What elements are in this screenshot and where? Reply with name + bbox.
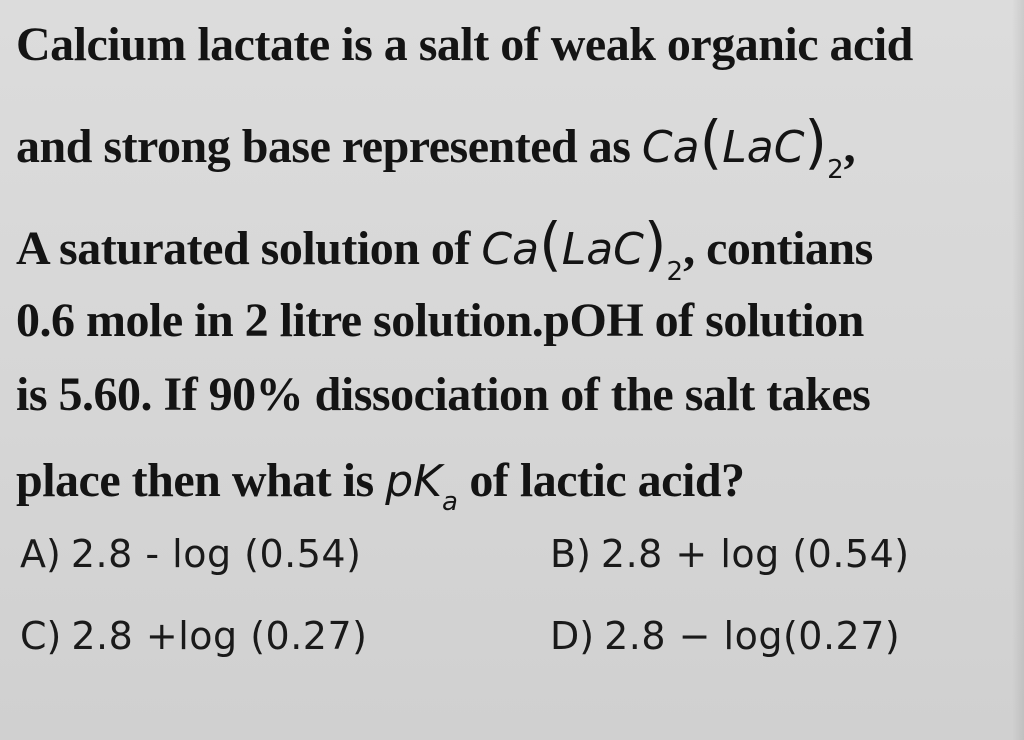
option-d[interactable] (550, 614, 900, 658)
formula-pka-subscript: a (441, 487, 458, 517)
option-c[interactable] (20, 614, 367, 658)
formula-ca-2: Ca (481, 224, 540, 275)
question-line-3-tail: , contians (683, 222, 873, 275)
option-b-text: 2.8 + log (0.54) (600, 532, 910, 576)
option-a-text: 2.8 - log (0.54) (70, 532, 362, 576)
right-paren: ) (804, 108, 828, 176)
question-line-2 (16, 104, 1006, 212)
formula-subscript-2: 2 (666, 257, 684, 287)
question-line-6 (16, 446, 1006, 524)
option-c-text: 2.8 +log (0.27) (71, 614, 368, 658)
question-line-2-tail: , (843, 120, 856, 173)
right-paren-2: ) (643, 210, 667, 278)
formula-subscript: 2 (827, 155, 844, 185)
option-c-letter: C) (20, 614, 62, 658)
question-line-4: 0.6 mole in 2 litre solution.pOH of solution (16, 294, 864, 347)
option-b-letter: B) (550, 532, 591, 576)
option-a[interactable] (20, 532, 361, 576)
question-line-6-text: place then what is (16, 454, 386, 507)
question-line-5: is 5.60. If 90% dissociation of the salt takes (16, 368, 871, 421)
question-line-1: Calcium lactate is a salt of weak organic acid (16, 18, 913, 71)
question-line-6-tail: of lactic acid? (457, 454, 745, 507)
question-stem (16, 8, 1006, 524)
formula-calcium-lactate-2 (481, 210, 684, 287)
answer-options (16, 524, 1006, 692)
left-paren: ( (699, 108, 723, 176)
left-paren-2: ( (539, 210, 562, 278)
formula-lac: LaC (722, 122, 805, 173)
options-row-1 (16, 524, 1006, 608)
question-line-2-text: and strong base represented as (16, 120, 642, 173)
option-a-letter: A) (20, 532, 61, 576)
question-line-3 (16, 212, 1006, 292)
option-d-text: 2.8 − log(0.27) (604, 614, 901, 658)
formula-pk: pK (385, 456, 442, 507)
question-line-3-text: A saturated solution of (16, 222, 482, 275)
formula-pka (385, 456, 458, 517)
options-row-2 (16, 608, 1006, 692)
formula-ca: Ca (641, 122, 700, 173)
option-b[interactable] (550, 532, 910, 576)
formula-lac-2: LaC (561, 224, 644, 275)
option-d-letter: D) (550, 614, 595, 658)
formula-calcium-lactate (641, 108, 844, 185)
